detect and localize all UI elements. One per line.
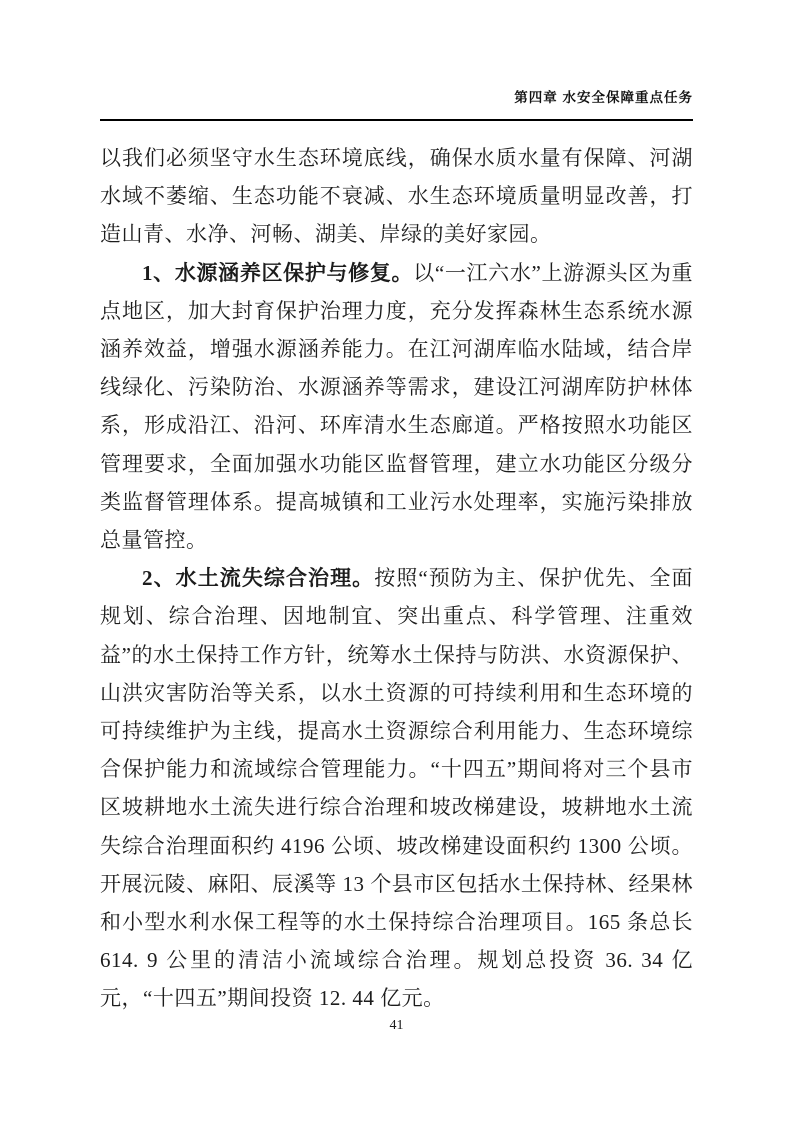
paragraph-intro-text: 以我们必须坚守水生态环境底线，确保水质水量有保障、河湖水域不萎缩、生态功能不衰减、水生态环境质量明显改善，打造山青、水净、河畅、湖美、岸绿的美好家园。 xyxy=(100,146,693,247)
section-1-heading: 1、水源涵养区保护与修复。 xyxy=(142,260,414,285)
paragraph-intro xyxy=(100,139,693,254)
section-1-body: 以“一江六水”上游源头区为重点地区，加大封育保护治理力度，充分发挥森林生态系统水源涵养效益，增强水源涵养能力。在江河湖库临水陆域，结合岸线绿化、污染防治、水源涵养等需求，建设江河湖库防护林体系，形成沿江、沿河、环库清水生态廊道。严格按照水功能区管理要求，全面加强水功能区监督管理，建立水功能区分级分类监督管理体系。提高城镇和工业污水处理率，实施污染排放总量管控。 xyxy=(100,260,694,553)
section-2-heading: 2、水土流失综合治理。 xyxy=(142,566,375,591)
chapter-running-header: 第四章 水安全保障重点任务 xyxy=(514,90,693,105)
document-body xyxy=(100,139,693,1018)
header-rule xyxy=(100,119,693,121)
page-number: 41 xyxy=(389,1018,404,1033)
paragraph-section-1 xyxy=(100,254,693,560)
section-2-body: 按照“预防为主、保护优先、全面规划、综合治理、因地制宜、突出重点、科学管理、注重效益”的水土保持工作方针，统筹水土保持与防洪、水资源保护、山洪灾害防治等关系，以水土资源的可持续利用和生态环境的可持续维护为主线，提高水土资源综合利用能力、生态环境综合保护能力和流域综合管理能力。“十四五”期间将对三个县市区坡耕地水土流失进行综合治理和坡改梯建设，坡耕地水土流失综合治理面积约 4196 公顷、坡改梯建设面积约 1300 公顷。开展沅陵、麻阳、辰溪等 13 个县市区包括水土保持林、经果林和小型水利水保工程等的水土保持综合治理项目。165 条总长 614. 9 公里的清洁小流域综合治理。规划总投资 36. 34 亿元，“十四五”期间投资 12. 44 亿元。 xyxy=(100,566,694,1011)
paragraph-section-2 xyxy=(100,559,693,1017)
